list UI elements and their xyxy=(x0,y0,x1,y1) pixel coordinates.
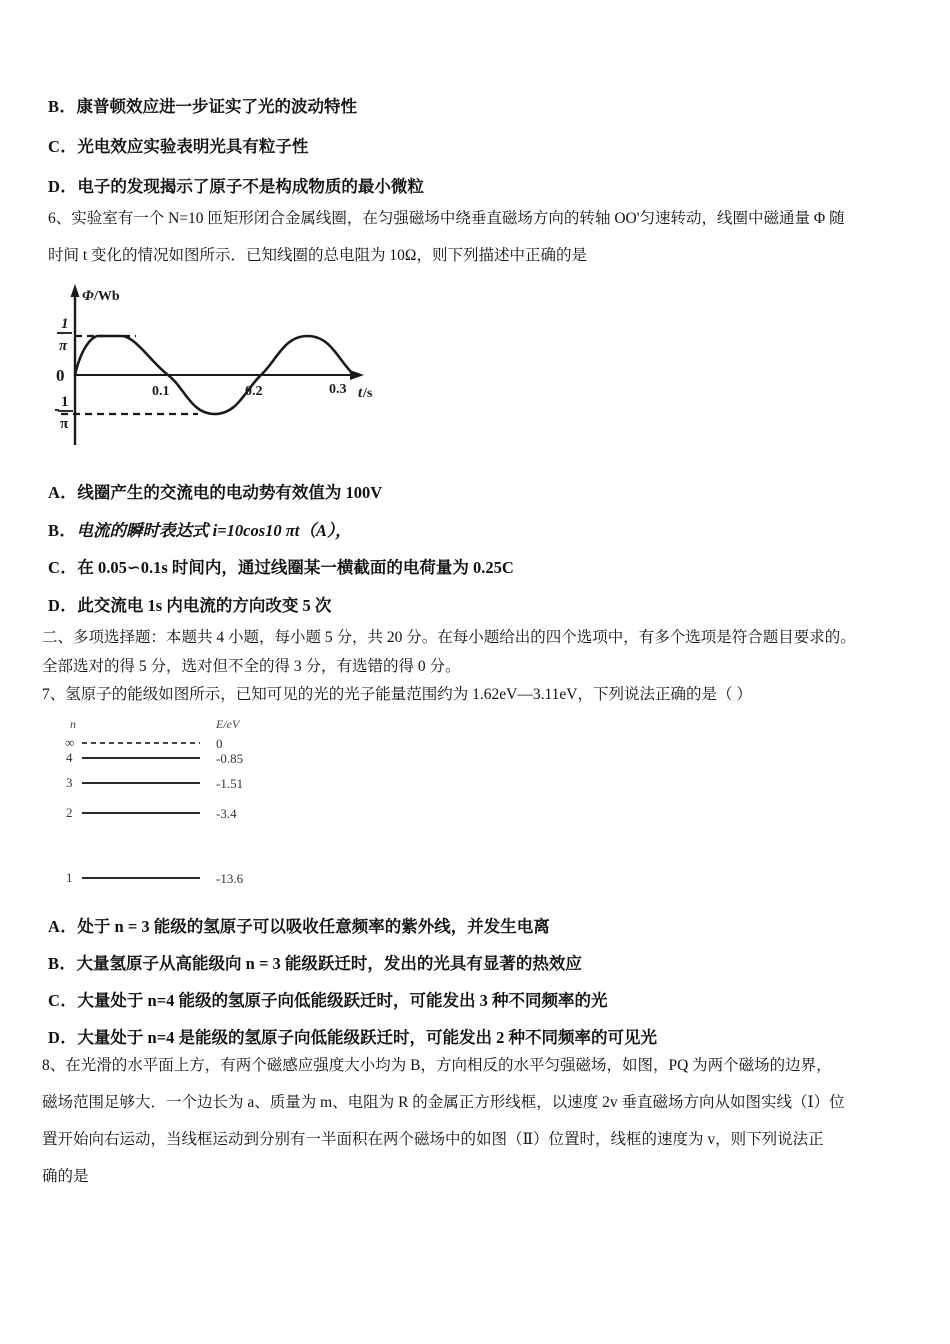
q6-option-a xyxy=(48,485,382,502)
flux-graph-xtick-0.2: 0.2 xyxy=(245,384,263,399)
q6-option-b-text: 电流的瞬时表达式 i=10cos10 πt（A）， xyxy=(76,521,352,540)
energy-level-3 xyxy=(66,775,243,791)
q7-option-c-text: 大量处于 n=4 能级的氢原子向低能级跃迁时，可能发出 3 种不同频率的光 xyxy=(77,991,608,1010)
flux-graph-y-axis-arrow xyxy=(71,284,80,297)
svg-text:∞: ∞ xyxy=(65,735,75,750)
q6-option-d-text: 此交流电 1s 内电流的方向改变 5 次 xyxy=(77,596,332,615)
q5-option-c-label: C． xyxy=(48,137,78,156)
q5-option-d xyxy=(48,179,424,196)
q5-option-c xyxy=(48,139,308,156)
q7-option-d-label: D． xyxy=(48,1028,78,1047)
q8-stem-line-2: 磁场范围足够大．一个边长为 a、质量为 m、电阻为 R 的金属正方形线框，以速度 2v 垂直磁场方向从如图实线（Ⅰ）位 xyxy=(42,1094,845,1111)
svg-text:-1.51: -1.51 xyxy=(216,776,244,791)
svg-text:-0.85: -0.85 xyxy=(216,751,244,766)
q5-option-c-text: 光电效应实验表明光具有粒子性 xyxy=(77,137,309,156)
energy-diagram-header-n: n xyxy=(70,717,76,731)
q6-stem-line-2: 时间 t 变化的情况如图所示．已知线圈的总电阻为 10Ω，则下列描述中正确的是 xyxy=(48,247,587,264)
svg-text:t: t xyxy=(358,385,363,401)
energy-diagram-header-energy: E/eV xyxy=(216,717,240,731)
svg-text:1: 1 xyxy=(61,316,69,332)
q6-stem-line-1: 6、实验室有一个 N=10 匝矩形闭合金属线圈，在匀强磁场中绕垂直磁场方向的转轴 OO'匀速转动，线圈中磁通量 Φ 随 xyxy=(48,210,845,227)
svg-text:/s: /s xyxy=(363,386,373,401)
svg-text:1: 1 xyxy=(61,394,69,410)
q5-option-b-text: 康普顿效应进一步证实了光的波动特性 xyxy=(76,97,358,116)
q7-option-a xyxy=(48,919,550,936)
svg-text:π: π xyxy=(60,416,69,432)
section-2-header-line-2: 全部选对的得 5 分，选对但不全的得 3 分，有选错的得 0 分。 xyxy=(42,658,461,675)
q5-option-d-text: 电子的发现揭示了原子不是构成物质的最小微粒 xyxy=(77,177,424,196)
q7-option-a-text: 处于 n = 3 能级的氢原子可以吸收任意频率的紫外线，并发生电离 xyxy=(77,917,550,936)
svg-text:Φ: Φ xyxy=(82,288,94,304)
flux-graph-y-axis-title xyxy=(82,288,120,304)
energy-level-1 xyxy=(66,870,244,886)
energy-level-4 xyxy=(66,750,243,766)
q7-option-c xyxy=(48,993,608,1010)
q7-stem: 7、氢原子的能级如图所示，已知可见的光的光子能量范围约为 1.62eV—3.11eV，下列说法正确的是（ ） xyxy=(42,686,752,703)
q8-stem-line-3: 置开始向右运动，当线框运动到分别有一半面积在两个磁场中的如图（Ⅱ）位置时，线框的速度为 v，则下列说法正 xyxy=(42,1131,824,1148)
q5-option-d-label: D． xyxy=(48,177,78,196)
q7-option-a-label: A． xyxy=(48,917,78,936)
q6-option-c-label: C． xyxy=(48,558,78,577)
energy-level-infinity xyxy=(65,735,223,751)
flux-graph-xtick-0.1: 0.1 xyxy=(152,384,170,399)
svg-text:0: 0 xyxy=(216,736,223,751)
flux-graph-ytick-positive-amplitude xyxy=(57,316,72,354)
section-2-header-line-1: 二、多项选择题：本题共 4 小题，每小题 5 分，共 20 分。在每小题给出的四个选项中，有多个选项是符合题目要求的。 xyxy=(42,629,856,646)
q7-option-b xyxy=(48,956,582,973)
flux-time-graph xyxy=(55,280,375,455)
hydrogen-energy-level-diagram xyxy=(40,714,370,894)
q5-option-b-label: B． xyxy=(48,97,77,116)
q5-option-b xyxy=(48,99,357,116)
q6-option-d xyxy=(48,598,331,615)
q7-option-d-text: 大量处于 n=4 是能级的氢原子向低能级跃迁时，可能发出 2 种不同频率的可见光 xyxy=(77,1028,658,1047)
flux-graph-x-axis-title xyxy=(358,385,373,401)
svg-text:3: 3 xyxy=(66,775,73,790)
q6-option-d-label: D． xyxy=(48,596,78,615)
energy-level-2 xyxy=(66,805,237,821)
svg-text:-13.6: -13.6 xyxy=(216,871,244,886)
q8-stem-line-4: 确的是 xyxy=(42,1168,89,1185)
svg-text:/Wb: /Wb xyxy=(94,289,120,304)
flux-graph-origin-label: 0 xyxy=(56,366,65,385)
q8-stem-line-1: 8、在光滑的水平面上方，有两个磁感应强度大小均为 B，方向相反的水平匀强磁场，如图，PQ 为两个磁场的边界， xyxy=(42,1057,832,1074)
q6-option-c xyxy=(48,560,514,577)
q6-option-a-text: 线圈产生的交流电的电动势有效值为 100V xyxy=(77,483,383,502)
q7-option-d xyxy=(48,1030,657,1047)
svg-text:4: 4 xyxy=(66,750,73,765)
flux-graph-xtick-0.3: 0.3 xyxy=(329,382,347,397)
q6-option-b xyxy=(48,523,352,540)
q6-option-b-label: B． xyxy=(48,521,77,540)
q6-option-c-text: 在 0.05∽0.1s 时间内，通过线圈某一横截面的电荷量为 0.25C xyxy=(77,558,514,577)
svg-text:1: 1 xyxy=(66,870,73,885)
q6-option-a-label: A． xyxy=(48,483,78,502)
q7-option-b-label: B． xyxy=(48,954,77,973)
svg-text:π: π xyxy=(59,338,68,354)
q7-option-c-label: C． xyxy=(48,991,78,1010)
svg-text:-3.4: -3.4 xyxy=(216,806,237,821)
q7-option-b-text: 大量氢原子从高能级向 n = 3 能级跃迁时，发出的光具有显著的热效应 xyxy=(76,954,582,973)
svg-text:2: 2 xyxy=(66,805,73,820)
